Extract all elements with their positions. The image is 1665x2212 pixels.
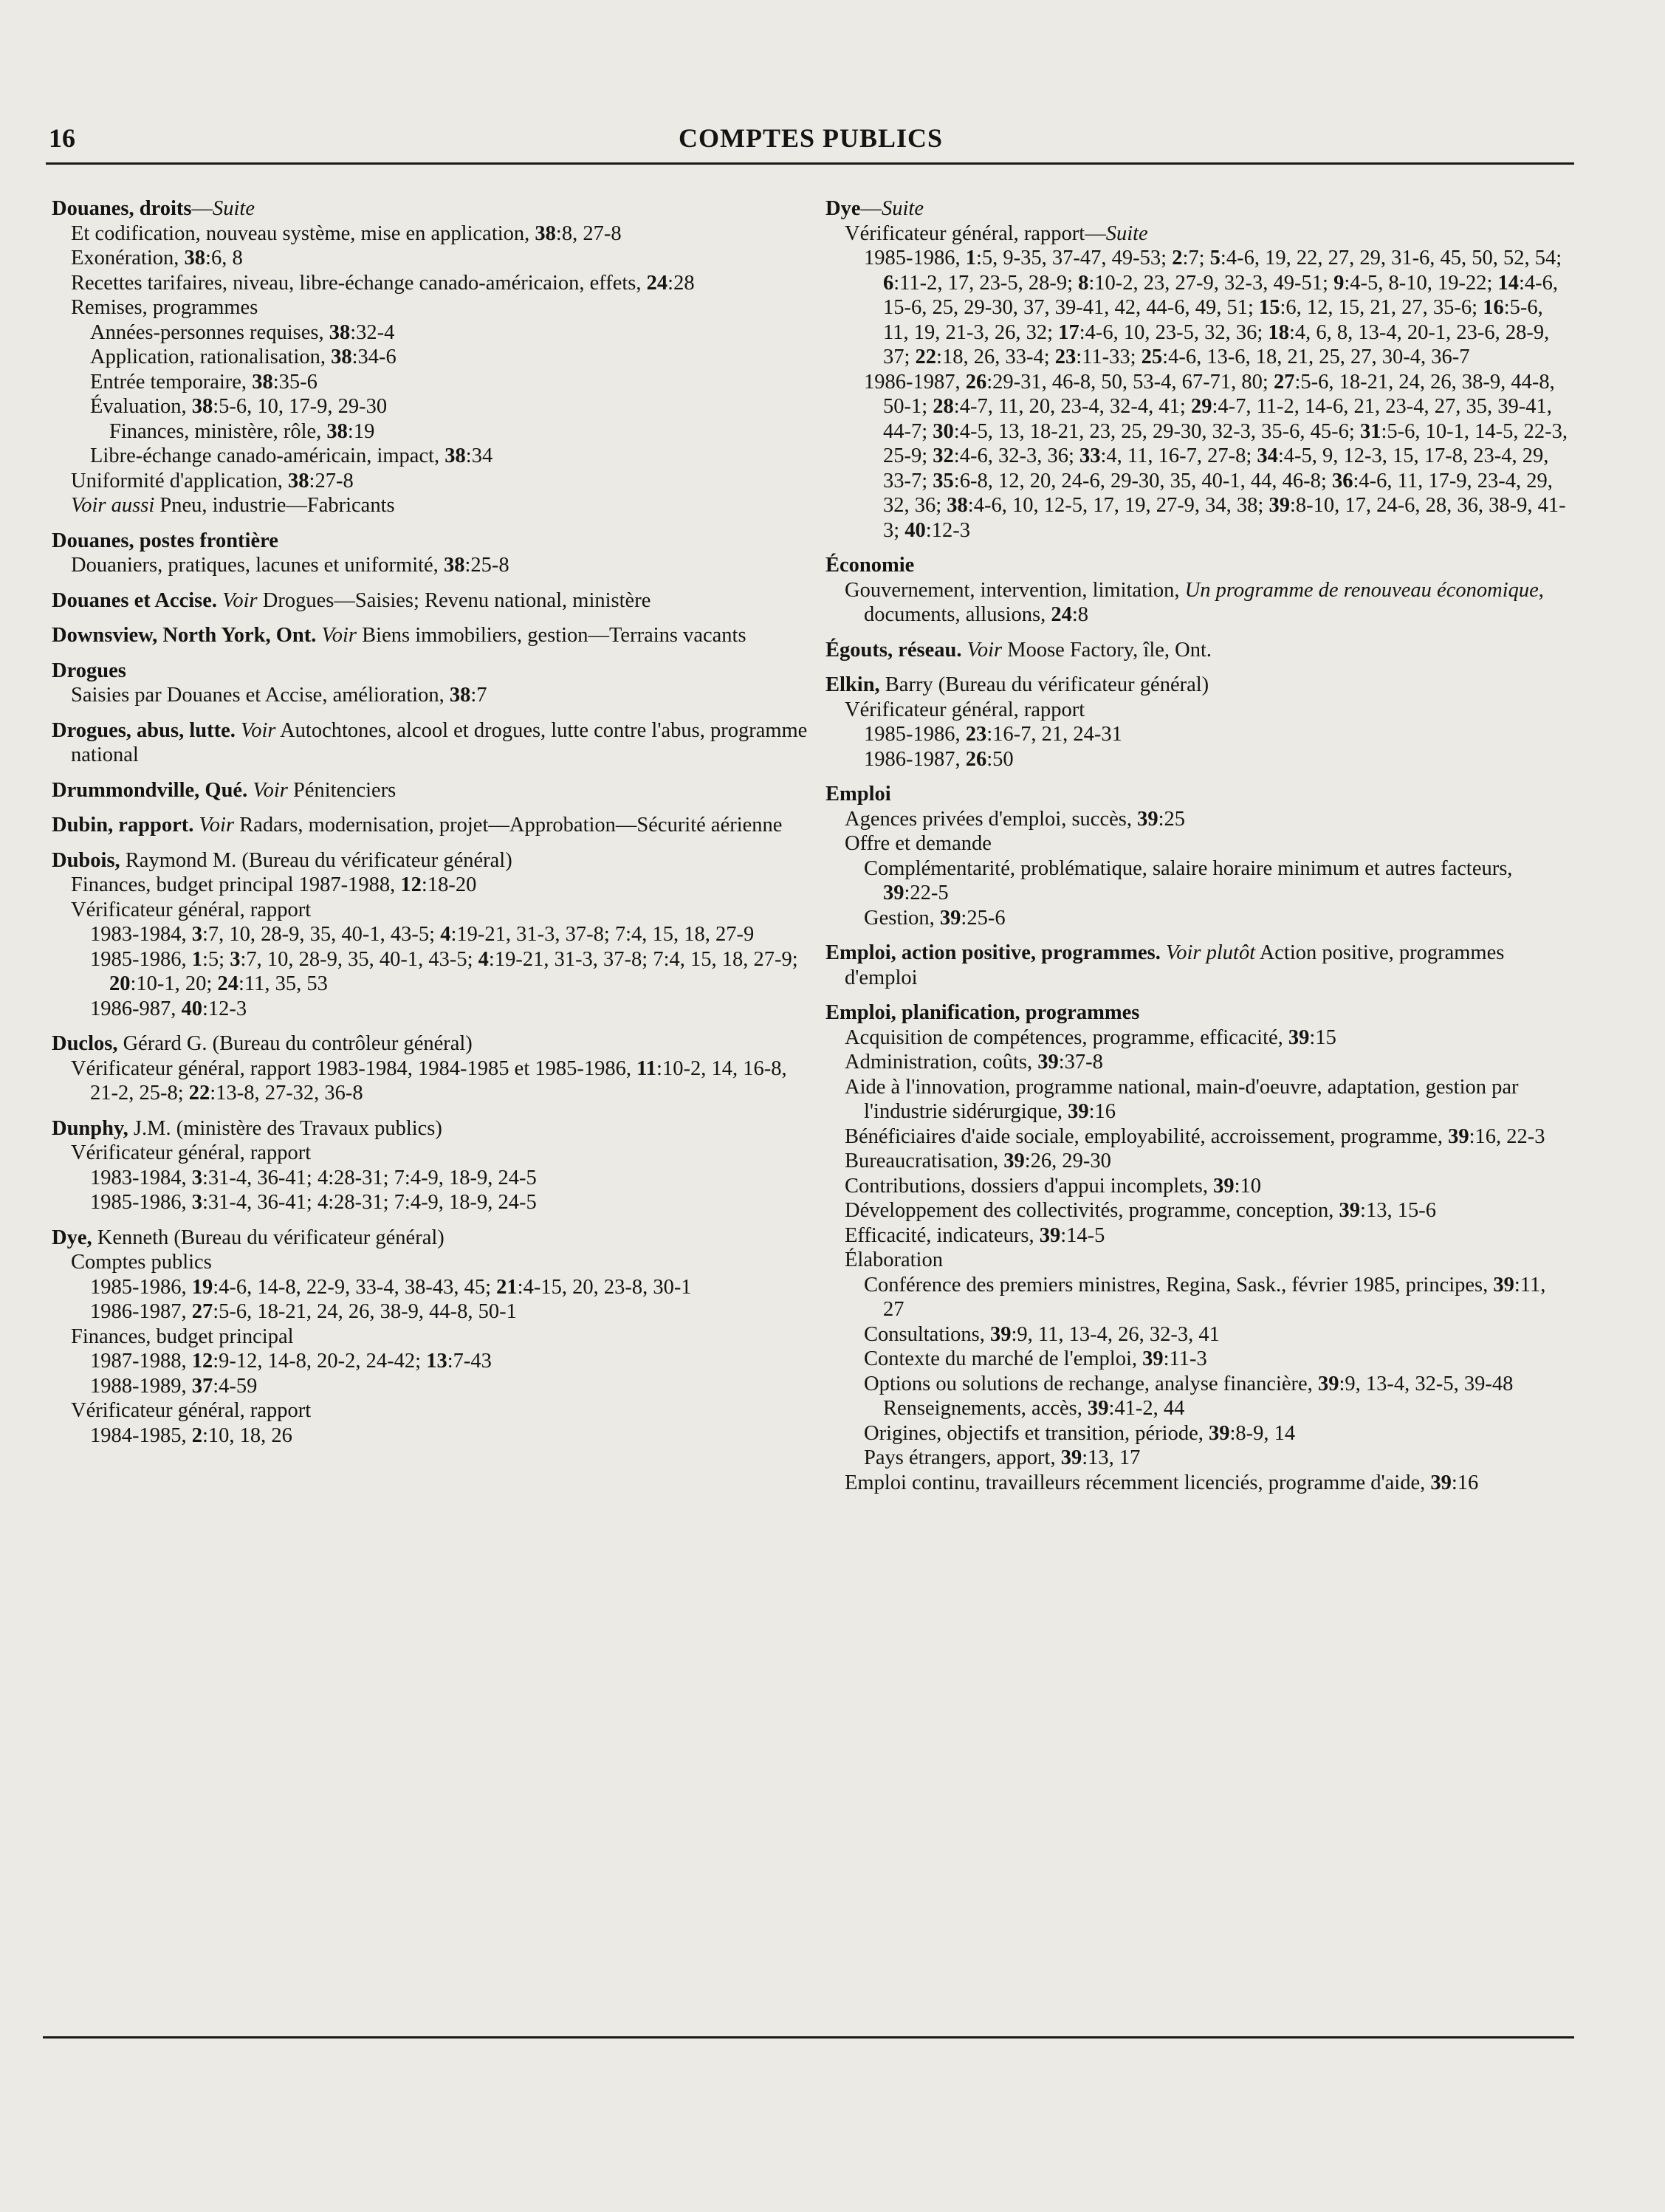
index-subentry: Administration, coûts, 39:37-8 bbox=[845, 1051, 1103, 1074]
page-title: COMPTES PUBLICS bbox=[678, 123, 944, 153]
index-entry bbox=[52, 1031, 812, 1106]
index-entry bbox=[825, 553, 1571, 628]
index-subentry: 1985-1986, 1:5, 9-35, 37-47, 49-53; 2:7; 5:4-6, 19, 22, 27, 29, 31-6, 45, 50, 52, 54; 6:11-2, 17, 23-5, 28-9; 8:10-2, 23, 27-9, 32-3, 49-51; 9:4-5, 8-10, 19-22; 14:4-6, 15-6, 25, 29-30, 37, 39-41, 42, 44-6, 49, 51; 15:6, 12, 15, 21, 27, 35-6; 16:5-6, 11, 19, 21-3, 26, 32; 17:4-6, 10, 23-5, 32, 36; 18:4, 6, 8, 13-4, 20-1, 23-6, 28-9, 37; 22:18, 26, 33-4; 23:11-33; 25:4-6, 13-6, 18, 21, 25, 27, 30-4, 36-7 bbox=[864, 247, 1562, 368]
index-subentry: Emploi continu, travailleurs récemment licenciés, programme d'aide, 39:16 bbox=[845, 1471, 1479, 1494]
index-entry bbox=[825, 941, 1571, 990]
index-heading: Drogues bbox=[52, 659, 126, 682]
index-subentry: Voir aussi Pneu, industrie—Fabricants bbox=[71, 494, 395, 517]
index-subentry: 1985-1986, 3:31-4, 36-41; 4:28-31; 7:4-9, 18-9, 24-5 bbox=[90, 1191, 537, 1214]
index-subentry: 1987-1988, 12:9-12, 14-8, 20-2, 24-42; 13:7-43 bbox=[90, 1350, 492, 1373]
index-subentry: Remises, programmes bbox=[71, 296, 258, 319]
index-subentry: Bureaucratisation, 39:26, 29-30 bbox=[845, 1150, 1111, 1172]
index-heading: Drummondville, Qué. Voir Pénitenciers bbox=[52, 778, 396, 802]
index-entry bbox=[52, 529, 812, 578]
index-subentry: Vérificateur général, rapport bbox=[845, 698, 1085, 721]
page-header bbox=[49, 123, 1573, 159]
index-entry bbox=[52, 623, 812, 648]
index-subentry: Comptes publics bbox=[71, 1251, 212, 1274]
index-subentry: Renseignements, accès, 39:41-2, 44 bbox=[883, 1397, 1185, 1420]
index-entry bbox=[52, 1226, 812, 1449]
index-heading: Égouts, réseau. Voir Moose Factory, île, Ont. bbox=[825, 638, 1212, 662]
index-subentry: Élaboration bbox=[845, 1248, 943, 1271]
index-subentry: 1986-987, 40:12-3 bbox=[90, 997, 247, 1020]
index-subentry: Douaniers, pratiques, lacunes et uniformité, 38:25-8 bbox=[71, 554, 509, 577]
index-subentry: Vérificateur général, rapport—Suite bbox=[845, 221, 1148, 245]
index-subentry: Vérificateur général, rapport 1983-1984, 1984-1985 et 1985-1986, 11:10-2, 14, 16-8, 21-2, 25-8; 22:13-8, 27-32, 36-8 bbox=[71, 1057, 787, 1105]
page-number: 16 bbox=[49, 123, 75, 153]
index-heading: Douanes et Accise. Voir Drogues—Saisies; Revenu national, ministère bbox=[52, 588, 651, 612]
index-subentry: Consultations, 39:9, 11, 13-4, 26, 32-3, 41 bbox=[864, 1322, 1220, 1346]
index-subentry: Gestion, 39:25-6 bbox=[864, 906, 1006, 930]
index-subentry: Complémentarité, problématique, salaire horaire minimum et autres facteurs, 39:22-5 bbox=[864, 856, 1513, 904]
index-heading: Dubois, Raymond M. (Bureau du vérificateur général) bbox=[52, 848, 512, 872]
index-subentry: Contributions, dossiers d'appui incomplets, 39:10 bbox=[845, 1174, 1262, 1198]
index-subentry: Uniformité d'application, 38:27-8 bbox=[71, 469, 354, 492]
index-subentry: Efficacité, indicateurs, 39:14-5 bbox=[845, 1223, 1105, 1247]
index-subentry: Exonération, 38:6, 8 bbox=[71, 247, 243, 269]
index-subentry: Gouvernement, intervention, limitation, Un programme de renouveau économique, documents, allusions, 24:8 bbox=[845, 578, 1544, 626]
index-entry bbox=[52, 588, 812, 614]
index-subentry: Vérificateur général, rapport bbox=[71, 1399, 312, 1422]
index-heading: Dye—Suite bbox=[825, 197, 924, 220]
index-heading: Drogues, abus, lutte. Voir Autochtones, alcool et drogues, lutte contre l'abus, programme national bbox=[52, 718, 808, 766]
index-subentry: 1985-1986, 19:4-6, 14-8, 22-9, 33-4, 38-43, 45; 21:4-15, 20, 23-8, 30-1 bbox=[90, 1275, 692, 1299]
index-subentry: Application, rationalisation, 38:34-6 bbox=[90, 346, 396, 368]
index-heading: Dye, Kenneth (Bureau du vérificateur général) bbox=[52, 1226, 444, 1249]
index-subentry: Agences privées d'emploi, succès, 39:25 bbox=[845, 807, 1186, 831]
index-heading: Downsview, North York, Ont. Voir Biens immobiliers, gestion—Terrains vacants bbox=[52, 624, 746, 647]
index-entry bbox=[52, 778, 812, 803]
index-column-left bbox=[52, 196, 812, 1458]
index-entry bbox=[825, 196, 1571, 543]
index-subentry: 1986-1987, 26:50 bbox=[864, 747, 1014, 771]
index-entry bbox=[825, 673, 1571, 772]
index-entry bbox=[52, 1116, 812, 1215]
index-heading: Économie bbox=[825, 554, 915, 577]
index-subentry: Et codification, nouveau système, mise en application, 38:8, 27-8 bbox=[71, 221, 622, 245]
footer-rule bbox=[43, 2036, 1574, 2038]
index-subentry: 1983-1984, 3:7, 10, 28-9, 35, 40-1, 43-5; 4:19-21, 31-3, 37-8; 7:4, 15, 18, 27-9 bbox=[90, 923, 755, 946]
index-subentry: Évaluation, 38:5-6, 10, 17-9, 29-30 bbox=[90, 395, 388, 418]
index-subentry: Origines, objectifs et transition, période, 39:8-9, 14 bbox=[864, 1421, 1296, 1445]
index-subentry: Finances, budget principal 1987-1988, 12:18-20 bbox=[71, 873, 477, 896]
index-subentry: Finances, ministère, rôle, 38:19 bbox=[109, 419, 375, 443]
index-subentry: Développement des collectivités, programme, conception, 39:13, 15-6 bbox=[845, 1199, 1436, 1222]
index-entry bbox=[52, 718, 812, 768]
index-subentry: Recettes tarifaires, niveau, libre-échange canado-américaion, effets, 24:28 bbox=[71, 271, 695, 295]
index-heading: Emploi bbox=[825, 783, 891, 806]
index-subentry: 1986-1987, 27:5-6, 18-21, 24, 26, 38-9, 44-8, 50-1 bbox=[90, 1300, 517, 1323]
index-subentry: 1985-1986, 1:5; 3:7, 10, 28-9, 35, 40-1, 43-5; 4:19-21, 31-3, 37-8; 7:4, 15, 18, 27-9; 20:10-1, 20; 24:11, 35, 53 bbox=[90, 947, 798, 995]
index-subentry: Finances, budget principal bbox=[71, 1325, 294, 1348]
index-subentry: Saisies par Douanes et Accise, amélioration, 38:7 bbox=[71, 684, 487, 707]
index-subentry: Options ou solutions de rechange, analyse financière, 39:9, 13-4, 32-5, 39-48 bbox=[864, 1372, 1514, 1395]
index-subentry: Aide à l'innovation, programme national, main-d'oeuvre, adaptation, gestion par l'industrie sidérurgique, 39:16 bbox=[845, 1075, 1519, 1123]
index-subentry: Bénéficiaires d'aide sociale, employabilité, accroissement, programme, 39:16, 22-3 bbox=[845, 1124, 1545, 1148]
index-heading: Dunphy, J.M. (ministère des Travaux publics) bbox=[52, 1116, 442, 1140]
index-entry bbox=[825, 638, 1571, 663]
index-heading: Duclos, Gérard G. (Bureau du contrôleur général) bbox=[52, 1032, 473, 1055]
index-subentry: Offre et demande bbox=[845, 832, 992, 855]
index-subentry: 1983-1984, 3:31-4, 36-41; 4:28-31; 7:4-9, 18-9, 24-5 bbox=[90, 1166, 537, 1189]
header-rule bbox=[46, 162, 1574, 165]
index-heading: Dubin, rapport. Voir Radars, modernisation, projet—Approbation—Sécurité aérienne bbox=[52, 814, 783, 837]
index-entry bbox=[52, 659, 812, 708]
index-subentry: Acquisition de compétences, programme, efficacité, 39:15 bbox=[845, 1026, 1336, 1049]
index-subentry: Vérificateur général, rapport bbox=[71, 898, 312, 921]
index-subentry: Contexte du marché de l'emploi, 39:11-3 bbox=[864, 1347, 1207, 1370]
index-heading: Emploi, action positive, programmes. Voir plutôt Action positive, programmes d'emploi bbox=[825, 941, 1505, 989]
index-subentry: Vérificateur général, rapport bbox=[71, 1141, 312, 1164]
index-subentry: Libre-échange canado-américain, impact, 38:34 bbox=[90, 444, 493, 467]
index-heading: Emploi, planification, programmes bbox=[825, 1001, 1140, 1024]
index-heading: Elkin, Barry (Bureau du vérificateur général) bbox=[825, 673, 1209, 696]
index-subentry: 1985-1986, 23:16-7, 21, 24-31 bbox=[864, 723, 1122, 746]
index-heading: Douanes, droits—Suite bbox=[52, 197, 255, 220]
index-entry bbox=[52, 813, 812, 838]
index-subentry: 1984-1985, 2:10, 18, 26 bbox=[90, 1423, 292, 1447]
index-entry bbox=[825, 1000, 1571, 1495]
index-subentry: Entrée temporaire, 38:35-6 bbox=[90, 370, 317, 394]
index-heading: Douanes, postes frontière bbox=[52, 529, 278, 552]
index-column-right bbox=[825, 196, 1571, 1505]
index-subentry: Conférence des premiers ministres, Regina, Sask., février 1985, principes, 39:11, 27 bbox=[864, 1273, 1546, 1321]
index-entry bbox=[52, 848, 812, 1022]
index-subentry: 1986-1987, 26:29-31, 46-8, 50, 53-4, 67-71, 80; 27:5-6, 18-21, 24, 26, 38-9, 44-8, 50-1; 28:4-7, 11, 20, 23-4, 32-4, 41; 29:4-7, 11-2, 14-6, 21, 23-4, 27, 35, 39-41, 44-7; 30:4-5, 13, 18-21, 23, 25, 29-30, 32-3, 35-6, 45-6; 31:5-6, 10-1, 14-5, 22-3, 25-9; 32:4-6, 32-3, 36; 33:4, 11, 16-7, 27-8; 34:4-5, 9, 12-3, 15, 17-8, 23-4, 29, 33-7; 35:6-8, 12, 20, 24-6, 29-30, 35, 40-1, 44, 46-8; 36:4-6, 11, 17-9, 23-4, 29, 32, 36; 38:4-6, 10, 12-5, 17, 19, 27-9, 34, 38; 39:8-10, 17, 24-6, 28, 36, 38-9, 41-3; 40:12-3 bbox=[864, 370, 1568, 542]
index-entry bbox=[52, 196, 812, 518]
index-subentry: 1988-1989, 37:4-59 bbox=[90, 1374, 258, 1398]
index-subentry: Années-personnes requises, 38:32-4 bbox=[90, 320, 395, 344]
index-subentry: Pays étrangers, apport, 39:13, 17 bbox=[864, 1446, 1141, 1469]
index-entry bbox=[825, 782, 1571, 930]
